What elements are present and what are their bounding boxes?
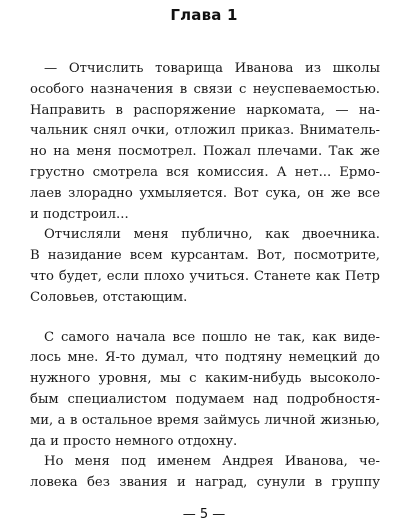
text-line: ми, а в остальное время займусь личной жизнью, — [30, 412, 380, 428]
page-number: — 5 — — [182, 507, 226, 522]
text-line: что будет, если плохо учиться. Станете как Петр — [30, 268, 380, 284]
text-line: да и просто немного отдохну. — [30, 433, 238, 449]
text-line: ловека без звания и наград, сунули в группу — [30, 475, 380, 491]
text-line: бым специалистом подумаем над подробностя- — [30, 391, 380, 407]
text-line: Отчисляли меня публично, как двоечника. — [44, 227, 380, 243]
text-line: С самого начала все пошло не так, как виде- — [44, 329, 380, 345]
text-line: Но меня под именем Андрея Иванова, че- — [44, 454, 380, 470]
chapter-title: Глава 1 — [170, 6, 238, 24]
text-line: — Отчислить товарища Иванова из школы — [44, 61, 380, 76]
text-line: чальник снял очки, отложил приказ. Вниматель- — [30, 123, 380, 139]
text-line: лаев злорадно ухмыляется. Вот сука, он же все — [30, 185, 380, 201]
text-line: и подстроил... — [30, 206, 129, 222]
text-line: но на меня посмотрел. Пожал плечами. Так же — [30, 144, 380, 160]
chapter-body — [30, 59, 380, 494]
text-line: В назидание всем курсантам. Вот, посмотрите, — [30, 248, 380, 264]
text-line: грустно смотрела вся комиссия. А нет... Ермо- — [30, 164, 380, 180]
text-line: особого назначения в связи с неуспеваемостью. — [30, 81, 380, 97]
text-line: нужного уровня, мы с каким-нибудь высоколо- — [30, 371, 380, 387]
text-line: лось мне. Я-то думал, что подтяну немецкий до — [30, 350, 380, 366]
text-line: Направить в распоряжение наркомата, — на- — [30, 102, 380, 118]
text-line: Соловьев, отстающим. — [30, 289, 188, 305]
